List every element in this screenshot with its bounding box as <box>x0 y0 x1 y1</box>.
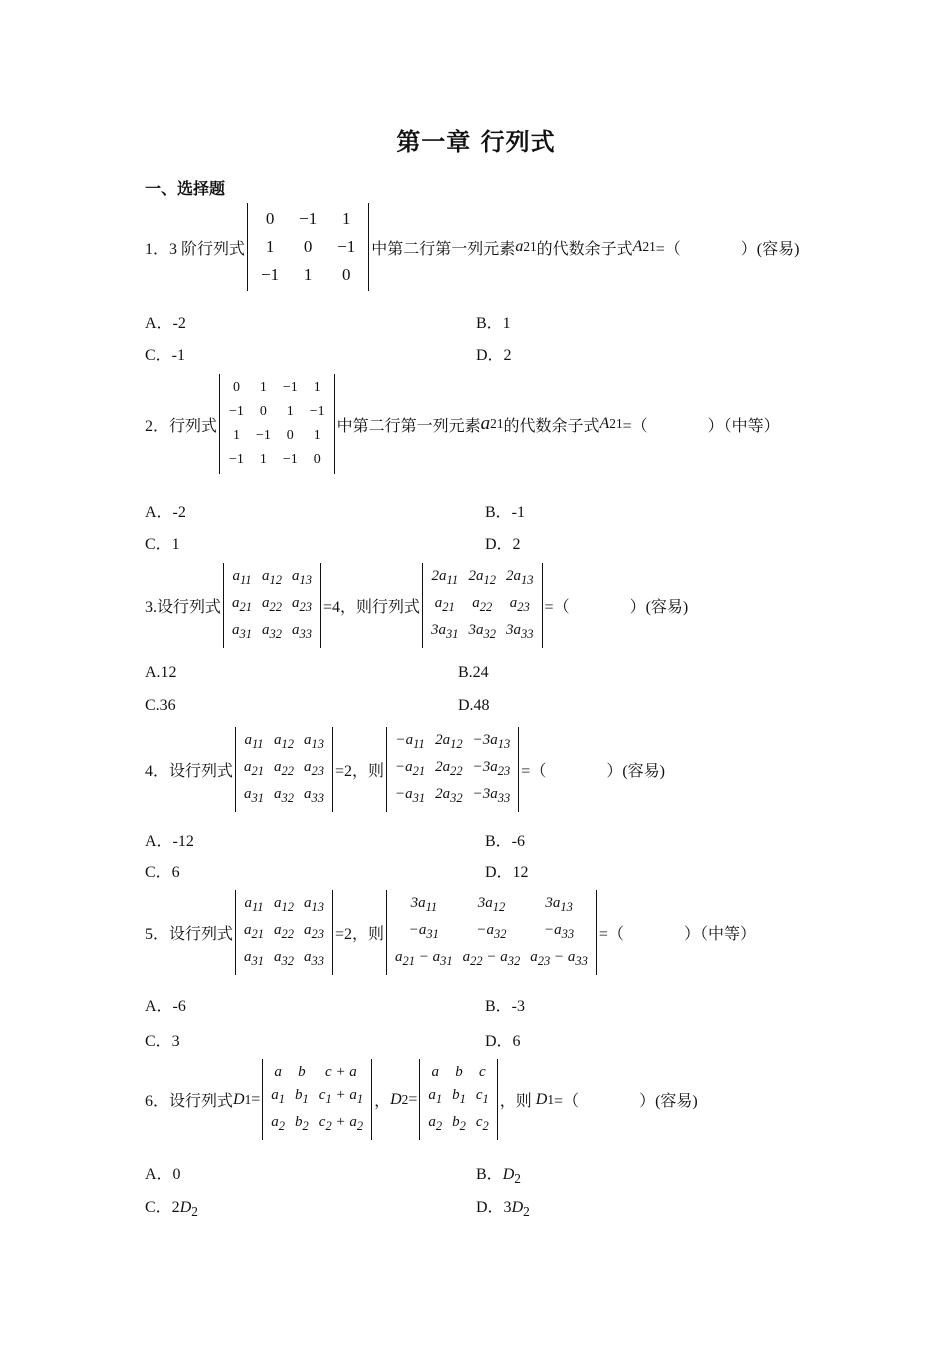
question-6-option-a[interactable] <box>145 1161 181 1184</box>
question-6-paren-open: =（ <box>554 1093 580 1110</box>
question-4-tail: ）(容易) <box>606 763 665 780</box>
question-4-determinant-b: $-a_{11}$ $2a_{12}$ $-3a_{13}$ $-a_{21}$ $2a_{22}$ $-3a_{23}$ $-a_{31}$ $2a_{32}$ $-3a_{33}$ <box>386 727 519 812</box>
question-4 <box>145 727 665 812</box>
question-4-prefix: 4．设行列式 <box>145 763 234 780</box>
question-2-sub-a: 21 <box>490 416 504 431</box>
question-6-option-c-sub: 2 <box>191 1204 198 1220</box>
question-6-tail: ）(容易) <box>639 1093 698 1110</box>
question-3-mid: =4，则行列式 <box>323 599 421 616</box>
question-5-determinant-a: $a_{11}$ $a_{12}$ $a_{13}$ $a_{21}$ $a_{22}$ $a_{23}$ $a_{31}$ $a_{32}$ $a_{33}$ <box>235 890 333 975</box>
question-1-prefix: 1．3 阶行列式 <box>145 240 246 258</box>
question-2-tail: ）（中等） <box>707 417 780 435</box>
question-2-var-A: A <box>599 415 610 432</box>
question-3 <box>145 563 688 648</box>
question-4-option-c[interactable]: C．6 <box>145 864 180 881</box>
question-2-option-c[interactable]: C．1 <box>145 536 180 553</box>
question-1-option-d[interactable]: D．2 <box>476 347 512 364</box>
question-2-option-d[interactable]: D．2 <box>485 536 521 553</box>
question-6-option-b-label: B． <box>476 1166 503 1183</box>
question-6-D2: D <box>390 1090 402 1108</box>
question-5-option-a[interactable]: A．-6 <box>145 998 186 1015</box>
question-6-option-d-sub: 2 <box>523 1204 530 1220</box>
question-6-option-c[interactable] <box>145 1194 198 1220</box>
question-1-paren-open: =（ <box>655 240 681 258</box>
question-2-var-a: a <box>480 413 491 434</box>
question-6-D1: D <box>233 1090 245 1108</box>
question-2-paren-open: =（ <box>622 417 648 435</box>
question-6-option-d-label: D．3 <box>476 1199 512 1216</box>
question-2-determinant: 0 1 −1 1 −1 0 1 −1 1 −1 0 1 −1 1 −1 0 <box>219 374 335 474</box>
question-1-var-a: a <box>515 238 524 255</box>
question-3-option-b[interactable]: B.24 <box>458 664 489 681</box>
question-1 <box>145 203 799 291</box>
question-1-option-a[interactable]: A．-2 <box>145 315 186 332</box>
question-6 <box>145 1059 698 1140</box>
question-3-paren-open: =（ <box>544 599 570 616</box>
question-6-option-c-label: C．2 <box>145 1199 180 1216</box>
question-1-sub-A: 21 <box>642 239 656 254</box>
section-heading: 一、选择题 <box>145 179 226 198</box>
question-4-mid: =2，则 <box>335 763 385 780</box>
question-2-text-a: 中第二行第一列元素 <box>336 417 481 435</box>
question-6-option-d-var: D <box>511 1199 524 1216</box>
question-2-text-b: 的代数余子式 <box>503 417 600 435</box>
question-6-option-b-sub: 2 <box>514 1171 521 1187</box>
question-1-text-a: 中第二行第一列元素 <box>371 240 516 258</box>
question-1-tail: ）(容易) <box>740 240 800 258</box>
question-5-determinant-b: $3a_{11}$ $3a_{12}$ $3a_{13}$ $-a_{31}$ $-a_{32}$ $-a_{33}$ $a_{21} - a_{31}$ $a_{22} - a_{32}$ $a_{23} - a_{33}$ <box>386 890 597 975</box>
question-5-prefix: 5．设行列式 <box>145 926 234 943</box>
question-2-sub-A: 21 <box>609 416 623 431</box>
question-1-option-b[interactable]: B．1 <box>476 315 511 332</box>
question-3-option-d[interactable]: D.48 <box>458 697 490 714</box>
question-6-prefix: 6．设行列式 <box>145 1093 234 1110</box>
question-5-mid: =2，则 <box>335 926 385 943</box>
question-1-option-c[interactable]: C．-1 <box>145 347 186 364</box>
question-6-determinant-a: a b c + a $a_1$ $b_1$ $c_1 + a_1$ $a_2$ $b_2$ $c_2 + a_2$ <box>262 1059 372 1140</box>
question-3-prefix: 3.设行列式 <box>145 599 222 616</box>
question-1-determinant: 0 −1 1 1 0 −1 −1 1 0 <box>247 203 369 291</box>
question-6-D2-sub: 2 <box>401 1091 409 1107</box>
question-5-paren-open: =（ <box>598 926 624 943</box>
question-1-sub-a: 21 <box>523 239 537 254</box>
question-6-determinant-b: a b c $a_1$ $b_1$ $c_1$ $a_2$ $b_2$ $c_2$ <box>419 1059 497 1140</box>
question-5-option-b[interactable]: B．-3 <box>485 998 526 1015</box>
question-1-var-A: A <box>632 238 643 255</box>
question-5-option-c[interactable]: C．3 <box>145 1033 180 1050</box>
question-3-tail: ）(容易) <box>629 599 689 616</box>
question-6-then: ，则 <box>499 1093 532 1110</box>
question-6-option-b[interactable] <box>476 1161 521 1187</box>
question-6-D1-b-sub: 1 <box>547 1091 555 1107</box>
question-5 <box>145 890 756 975</box>
question-2-option-a[interactable]: A．-2 <box>145 504 186 521</box>
question-4-option-d[interactable]: D．12 <box>485 864 529 881</box>
question-1-text-b: 的代数余子式 <box>536 240 633 258</box>
page-title: 第一章 行列式 <box>396 128 556 156</box>
question-3-determinant-b: $2a_{11}$ $2a_{12}$ $2a_{13}$ $a_{21}$ $a_{22}$ $a_{23}$ $3a_{31}$ $3a_{32}$ $3a_{33}$ <box>422 563 543 648</box>
question-3-option-a[interactable]: A.12 <box>145 664 177 681</box>
question-6-eq1: = <box>251 1090 261 1108</box>
question-4-option-a[interactable]: A．-12 <box>145 833 194 850</box>
question-2-option-b[interactable]: B．-1 <box>485 504 526 521</box>
question-2-prefix: 2．行列式 <box>145 417 218 435</box>
question-6-eq2: = <box>408 1090 418 1108</box>
question-6-option-c-var: D <box>179 1199 192 1216</box>
question-5-option-d[interactable]: D．6 <box>485 1033 521 1050</box>
question-6-comma: ， <box>374 1093 391 1110</box>
question-6-D1-b: D <box>535 1090 548 1108</box>
question-4-paren-open: =（ <box>521 763 547 780</box>
question-2 <box>145 374 780 474</box>
question-5-tail: ）（中等） <box>683 926 756 943</box>
question-6-option-a-label: A．0 <box>145 1166 181 1183</box>
question-6-option-b-var: D <box>502 1166 515 1183</box>
question-3-determinant-a: $a_{11}$ $a_{12}$ $a_{13}$ $a_{21}$ $a_{22}$ $a_{23}$ $a_{31}$ $a_{32}$ $a_{33}$ <box>223 563 321 648</box>
question-4-determinant-a: $a_{11}$ $a_{12}$ $a_{13}$ $a_{21}$ $a_{22}$ $a_{23}$ $a_{31}$ $a_{32}$ $a_{33}$ <box>235 727 333 812</box>
question-4-option-b[interactable]: B．-6 <box>485 833 526 850</box>
question-6-D1-sub: 1 <box>244 1091 252 1107</box>
question-3-option-c[interactable]: C.36 <box>145 697 176 714</box>
question-6-option-d[interactable] <box>476 1194 530 1220</box>
